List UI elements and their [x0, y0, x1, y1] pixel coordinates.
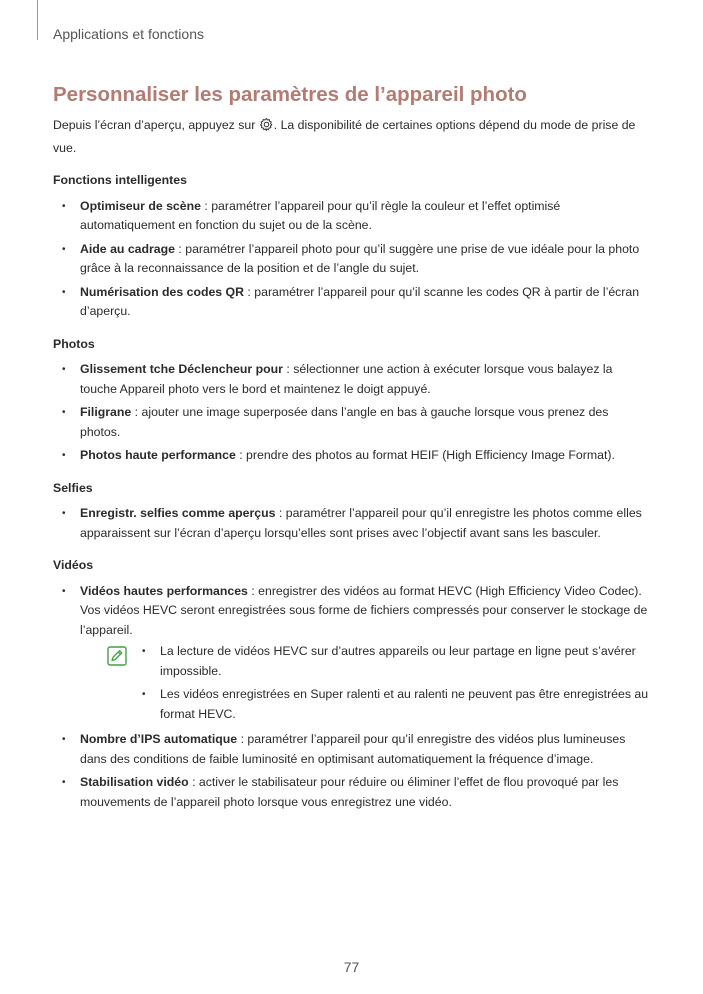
list-item	[53, 197, 649, 236]
chapter-header: Applications et fonctions	[53, 26, 204, 42]
list-videos	[53, 582, 649, 813]
item-term: Numérisation des codes QR	[80, 284, 245, 299]
page-number: 77	[343, 959, 360, 975]
list-photos	[53, 360, 649, 466]
item-text: : ajouter une image superposée dans l’angle en bas à gauche lorsque vous prenez des photos.	[80, 405, 609, 439]
item-text: : paramétrer l’appareil photo pour qu’il suggère une prise de vue idéale pour la photo grâce à la reconnaissance de la position et de l’angle du sujet.	[80, 241, 640, 275]
list-item	[53, 773, 649, 812]
item-text: : activer le stabilisateur pour réduire ou éliminer l’effet de flou provoqué par les mouvements de l’appareil photo lorsque vous enregistrez une vidéo.	[80, 775, 619, 809]
list-item	[53, 730, 649, 769]
item-term: Enregistr. selfies comme aperçus	[80, 506, 276, 520]
item-term: Optimiseur de scène	[80, 198, 201, 213]
main-content	[53, 116, 649, 825]
item-text: : prendre des photos au format HEIF (High Efficiency Image Format).	[235, 448, 615, 462]
item-text: : paramétrer l’appareil pour qu’il scanne les codes QR à partir de l’écran d’aperçu.	[80, 284, 640, 318]
intro-paragraph	[53, 116, 649, 158]
item-text: : enregistrer des vidéos au format HEVC (High Efficiency Video Codec). Vos vidéos HEVC seront enregistrées sous forme de fichiers compressés pour conserver le stockage de l’appareil.	[80, 583, 648, 637]
item-term: Vidéos hautes performances	[80, 583, 248, 598]
section-heading-photos: Photos	[53, 336, 95, 351]
item-text: : paramétrer l’appareil pour qu’il enregistre les photos comme elles apparaissent sur l’écran d’aperçu lorsqu’elles sont prises avec l’objectif avant sans les basculer.	[80, 506, 642, 540]
intro-text-before: Depuis l’écran d’aperçu, appuyez sur	[53, 118, 259, 132]
item-term: Stabilisation vidéo	[80, 775, 189, 789]
margin-rule	[37, 0, 38, 40]
item-text: : paramétrer l’appareil pour qu’il enregistre des vidéos plus lumineuses dans des conditions de faible luminosité en optimisant automatiquement la fréquence d’image.	[80, 732, 626, 766]
list-item	[53, 240, 649, 279]
list-item	[53, 283, 649, 322]
note-item: • Les vidéos enregistrées en Super ralenti et au ralenti ne peuvent pas être enregistrées au format HEVC.	[133, 685, 649, 724]
list-item	[53, 446, 649, 466]
item-term: Filigrane	[80, 405, 132, 419]
intro-text-after: . La disponibilité de certaines options dépend du mode de prise de vue.	[53, 118, 636, 155]
list-item	[53, 360, 649, 399]
item-term: Aide au cadrage	[80, 241, 175, 256]
item-term: Glissement tche Déclencheur pour	[80, 362, 283, 376]
list-item	[53, 403, 649, 442]
gear-icon	[259, 117, 274, 139]
item-term: Nombre d’IPS automatique	[80, 732, 238, 746]
item-term: Photos haute performance	[80, 448, 236, 462]
note-icon	[107, 646, 127, 673]
section-heading-videos: Vidéos	[53, 558, 94, 572]
page-title: Personnaliser les paramètres de l’appareil photo	[53, 83, 527, 106]
section-heading-selfies: Selfies	[53, 480, 93, 495]
item-text: : sélectionner une action à exécuter lorsque vous balayez la touche Appareil photo vers le bord et maintenez le doigt appuyé.	[80, 362, 613, 396]
list-selfies	[53, 504, 649, 543]
list-fonctions-intelligentes	[53, 197, 649, 322]
list-item	[53, 582, 649, 725]
item-text: : paramétrer l’appareil pour qu’il règle la couleur et l’effet optimisé automatiquement en fonction du sujet ou de la scène.	[80, 198, 561, 232]
list-item	[53, 504, 649, 543]
section-heading-fonctions-intelligentes: Fonctions intelligentes	[53, 173, 187, 187]
note-item: • La lecture de vidéos HEVC sur d’autres appareils ou leur partage en ligne peut s’avérer impossible.	[133, 642, 649, 681]
note-list	[133, 642, 649, 724]
note-block	[80, 642, 649, 724]
